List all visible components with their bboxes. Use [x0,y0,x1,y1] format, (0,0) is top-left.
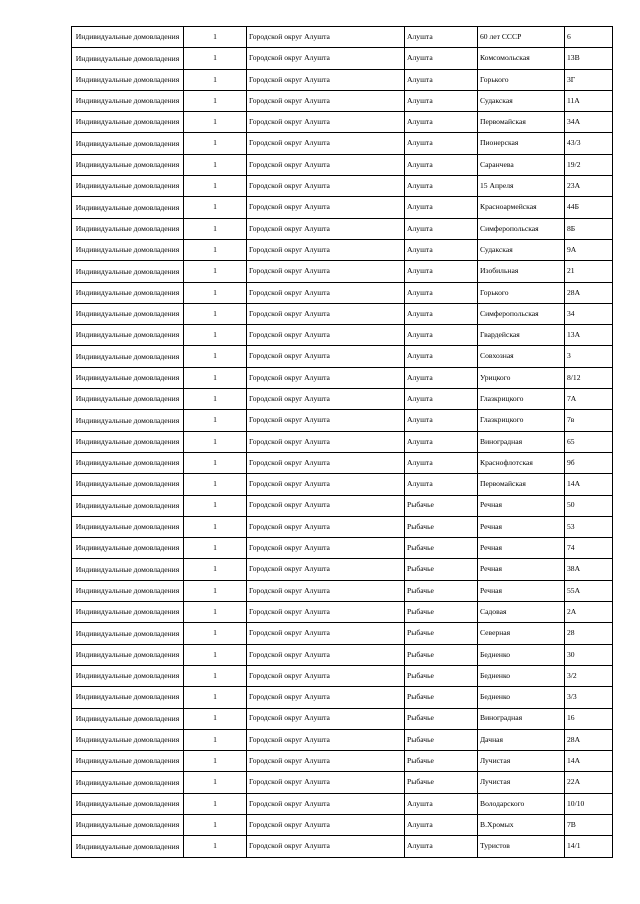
object-type-cell: Индивидуальные домовладения [72,516,184,537]
settlement-cell: Рыбачье [405,644,478,665]
count-cell: 1 [184,538,247,559]
municipality-cell: Городской округ Алушта [247,644,405,665]
municipality-cell: Городской округ Алушта [247,133,405,154]
object-type-cell: Индивидуальные домовладения [72,836,184,857]
object-type-cell: Индивидуальные домовладения [72,218,184,239]
table-row [72,346,613,367]
object-type-cell: Индивидуальные домовладения [72,495,184,516]
object-type-cell: Индивидуальные домовладения [72,538,184,559]
address-table [71,26,613,858]
object-type-cell: Индивидуальные домовладения [72,90,184,111]
settlement-cell: Алушта [405,325,478,346]
count-cell: 1 [184,261,247,282]
table-row [72,27,613,48]
settlement-cell: Алушта [405,431,478,452]
count-cell: 1 [184,218,247,239]
count-cell: 1 [184,346,247,367]
count-cell: 1 [184,133,247,154]
table-row [72,495,613,516]
count-cell: 1 [184,665,247,686]
table-row [72,48,613,69]
table-row [72,644,613,665]
object-type-cell: Индивидуальные домовладения [72,708,184,729]
house-number-cell: 28А [565,729,613,750]
municipality-cell: Городской округ Алушта [247,538,405,559]
municipality-cell: Городской округ Алушта [247,495,405,516]
municipality-cell: Городской округ Алушта [247,580,405,601]
house-number-cell: 9б [565,452,613,473]
settlement-cell: Алушта [405,261,478,282]
table-row [72,90,613,111]
street-cell: Первомайская [478,474,565,495]
object-type-cell: Индивидуальные домовладения [72,729,184,750]
municipality-cell: Городской округ Алушта [247,303,405,324]
municipality-cell: Городской округ Алушта [247,69,405,90]
street-cell: Глазкрицкого [478,410,565,431]
house-number-cell: 2А [565,602,613,623]
street-cell: Симферопольская [478,303,565,324]
house-number-cell: 34А [565,112,613,133]
settlement-cell: Алушта [405,346,478,367]
document-page [71,26,612,858]
count-cell: 1 [184,559,247,580]
table-row [72,751,613,772]
house-number-cell: 44Б [565,197,613,218]
count-cell: 1 [184,623,247,644]
settlement-cell: Рыбачье [405,602,478,623]
count-cell: 1 [184,325,247,346]
object-type-cell: Индивидуальные домовладения [72,580,184,601]
table-row [72,389,613,410]
object-type-cell: Индивидуальные домовладения [72,346,184,367]
street-cell: Урицкого [478,367,565,388]
house-number-cell: 13А [565,325,613,346]
municipality-cell: Городской округ Алушта [247,176,405,197]
street-cell: Бедненко [478,687,565,708]
municipality-cell: Городской округ Алушта [247,687,405,708]
object-type-cell: Индивидуальные домовладения [72,687,184,708]
address-table-body [72,27,613,858]
count-cell: 1 [184,239,247,260]
house-number-cell: 16 [565,708,613,729]
municipality-cell: Городской округ Алушта [247,452,405,473]
street-cell: Первомайская [478,112,565,133]
street-cell: Туристов [478,836,565,857]
table-row [72,452,613,473]
street-cell: Пионерская [478,133,565,154]
street-cell: Саранчева [478,154,565,175]
count-cell: 1 [184,303,247,324]
house-number-cell: 30 [565,644,613,665]
table-row [72,197,613,218]
house-number-cell: 28А [565,282,613,303]
table-row [72,218,613,239]
house-number-cell: 55А [565,580,613,601]
count-cell: 1 [184,389,247,410]
street-cell: Лучистая [478,772,565,793]
settlement-cell: Алушта [405,303,478,324]
street-cell: Дачная [478,729,565,750]
object-type-cell: Индивидуальные домовладения [72,261,184,282]
street-cell: Виноградная [478,431,565,452]
settlement-cell: Алушта [405,367,478,388]
street-cell: Совхозная [478,346,565,367]
house-number-cell: 53 [565,516,613,537]
house-number-cell: 9А [565,239,613,260]
table-row [72,261,613,282]
count-cell: 1 [184,27,247,48]
street-cell: Гвардейская [478,325,565,346]
object-type-cell: Индивидуальные домовладения [72,665,184,686]
count-cell: 1 [184,431,247,452]
house-number-cell: 23А [565,176,613,197]
street-cell: Горького [478,282,565,303]
house-number-cell: 34 [565,303,613,324]
house-number-cell: 3 [565,346,613,367]
street-cell: Судакская [478,239,565,260]
settlement-cell: Рыбачье [405,687,478,708]
count-cell: 1 [184,367,247,388]
street-cell: Симферопольская [478,218,565,239]
object-type-cell: Индивидуальные домовладения [72,559,184,580]
table-row [72,559,613,580]
municipality-cell: Городской округ Алушта [247,793,405,814]
house-number-cell: 50 [565,495,613,516]
house-number-cell: 8/12 [565,367,613,388]
house-number-cell: 21 [565,261,613,282]
street-cell: Володарского [478,793,565,814]
count-cell: 1 [184,772,247,793]
table-row [72,602,613,623]
table-row [72,708,613,729]
settlement-cell: Алушта [405,112,478,133]
object-type-cell: Индивидуальные домовладения [72,282,184,303]
municipality-cell: Городской округ Алушта [247,623,405,644]
settlement-cell: Рыбачье [405,665,478,686]
count-cell: 1 [184,154,247,175]
table-row [72,154,613,175]
street-cell: Садовая [478,602,565,623]
table-row [72,282,613,303]
table-row [72,772,613,793]
object-type-cell: Индивидуальные домовладения [72,623,184,644]
house-number-cell: 11А [565,90,613,111]
settlement-cell: Рыбачье [405,751,478,772]
count-cell: 1 [184,495,247,516]
object-type-cell: Индивидуальные домовладения [72,303,184,324]
house-number-cell: 14А [565,751,613,772]
count-cell: 1 [184,751,247,772]
count-cell: 1 [184,687,247,708]
municipality-cell: Городской округ Алушта [247,90,405,111]
municipality-cell: Городской округ Алушта [247,516,405,537]
table-row [72,580,613,601]
street-cell: Глазкрицкого [478,389,565,410]
table-row [72,793,613,814]
municipality-cell: Городской округ Алушта [247,751,405,772]
count-cell: 1 [184,410,247,431]
settlement-cell: Алушта [405,27,478,48]
settlement-cell: Рыбачье [405,516,478,537]
object-type-cell: Индивидуальные домовладения [72,367,184,388]
house-number-cell: 7А [565,389,613,410]
house-number-cell: 3/2 [565,665,613,686]
municipality-cell: Городской округ Алушта [247,346,405,367]
municipality-cell: Городской округ Алушта [247,197,405,218]
count-cell: 1 [184,836,247,857]
municipality-cell: Городской округ Алушта [247,410,405,431]
object-type-cell: Индивидуальные домовладения [72,389,184,410]
object-type-cell: Индивидуальные домовладения [72,197,184,218]
house-number-cell: 6 [565,27,613,48]
street-cell: Бедненко [478,665,565,686]
table-row [72,325,613,346]
object-type-cell: Индивидуальные домовладения [72,325,184,346]
street-cell: Речная [478,538,565,559]
table-row [72,239,613,260]
street-cell: Речная [478,580,565,601]
street-cell: Речная [478,559,565,580]
settlement-cell: Алушта [405,452,478,473]
object-type-cell: Индивидуальные домовладения [72,69,184,90]
object-type-cell: Индивидуальные домовладения [72,751,184,772]
street-cell: Горького [478,69,565,90]
municipality-cell: Городской округ Алушта [247,814,405,835]
street-cell: Комсомольская [478,48,565,69]
table-row [72,836,613,857]
settlement-cell: Алушта [405,814,478,835]
count-cell: 1 [184,644,247,665]
count-cell: 1 [184,580,247,601]
table-row [72,367,613,388]
street-cell: Речная [478,516,565,537]
table-row [72,687,613,708]
table-row [72,410,613,431]
count-cell: 1 [184,516,247,537]
street-cell: Судакская [478,90,565,111]
object-type-cell: Индивидуальные домовладения [72,602,184,623]
object-type-cell: Индивидуальные домовладения [72,793,184,814]
street-cell: Бедненко [478,644,565,665]
object-type-cell: Индивидуальные домовладения [72,48,184,69]
house-number-cell: 7в [565,410,613,431]
settlement-cell: Алушта [405,69,478,90]
street-cell: Краснофлотская [478,452,565,473]
street-cell: В.Хромых [478,814,565,835]
street-cell: Красноармейская [478,197,565,218]
house-number-cell: 8Б [565,218,613,239]
object-type-cell: Индивидуальные домовладения [72,239,184,260]
municipality-cell: Городской округ Алушта [247,836,405,857]
house-number-cell: 65 [565,431,613,452]
settlement-cell: Рыбачье [405,708,478,729]
settlement-cell: Алушта [405,133,478,154]
house-number-cell: 14А [565,474,613,495]
settlement-cell: Рыбачье [405,623,478,644]
settlement-cell: Алушта [405,239,478,260]
object-type-cell: Индивидуальные домовладения [72,772,184,793]
house-number-cell: 74 [565,538,613,559]
house-number-cell: 43/3 [565,133,613,154]
count-cell: 1 [184,197,247,218]
house-number-cell: 13В [565,48,613,69]
municipality-cell: Городской округ Алушта [247,559,405,580]
table-row [72,112,613,133]
object-type-cell: Индивидуальные домовладения [72,474,184,495]
count-cell: 1 [184,112,247,133]
municipality-cell: Городской округ Алушта [247,665,405,686]
count-cell: 1 [184,708,247,729]
object-type-cell: Индивидуальные домовладения [72,452,184,473]
municipality-cell: Городской округ Алушта [247,282,405,303]
object-type-cell: Индивидуальные домовладения [72,112,184,133]
house-number-cell: 22А [565,772,613,793]
table-row [72,303,613,324]
count-cell: 1 [184,452,247,473]
municipality-cell: Городской округ Алушта [247,48,405,69]
house-number-cell: 38А [565,559,613,580]
municipality-cell: Городской округ Алушта [247,474,405,495]
table-row [72,814,613,835]
municipality-cell: Городской округ Алушта [247,154,405,175]
settlement-cell: Алушта [405,389,478,410]
municipality-cell: Городской округ Алушта [247,772,405,793]
table-row [72,538,613,559]
street-cell: 15 Апреля [478,176,565,197]
count-cell: 1 [184,814,247,835]
table-row [72,176,613,197]
settlement-cell: Алушта [405,218,478,239]
street-cell: Северная [478,623,565,644]
table-row [72,516,613,537]
count-cell: 1 [184,602,247,623]
settlement-cell: Рыбачье [405,772,478,793]
settlement-cell: Алушта [405,410,478,431]
count-cell: 1 [184,793,247,814]
object-type-cell: Индивидуальные домовладения [72,176,184,197]
object-type-cell: Индивидуальные домовладения [72,814,184,835]
object-type-cell: Индивидуальные домовладения [72,431,184,452]
table-row [72,474,613,495]
municipality-cell: Городской округ Алушта [247,112,405,133]
settlement-cell: Алушта [405,197,478,218]
settlement-cell: Алушта [405,282,478,303]
settlement-cell: Алушта [405,90,478,111]
municipality-cell: Городской округ Алушта [247,729,405,750]
street-cell: Речная [478,495,565,516]
settlement-cell: Рыбачье [405,729,478,750]
settlement-cell: Алушта [405,793,478,814]
table-row [72,623,613,644]
table-row [72,133,613,154]
municipality-cell: Городской округ Алушта [247,261,405,282]
street-cell: 60 лет СССР [478,27,565,48]
house-number-cell: 28 [565,623,613,644]
object-type-cell: Индивидуальные домовладения [72,154,184,175]
settlement-cell: Алушта [405,836,478,857]
settlement-cell: Алушта [405,474,478,495]
object-type-cell: Индивидуальные домовладения [72,644,184,665]
settlement-cell: Алушта [405,154,478,175]
table-row [72,69,613,90]
table-row [72,665,613,686]
object-type-cell: Индивидуальные домовладения [72,133,184,154]
settlement-cell: Алушта [405,176,478,197]
count-cell: 1 [184,282,247,303]
table-row [72,729,613,750]
municipality-cell: Городской округ Алушта [247,708,405,729]
settlement-cell: Рыбачье [405,538,478,559]
object-type-cell: Индивидуальные домовладения [72,27,184,48]
house-number-cell: 14/1 [565,836,613,857]
settlement-cell: Рыбачье [405,495,478,516]
house-number-cell: 10/10 [565,793,613,814]
settlement-cell: Рыбачье [405,580,478,601]
object-type-cell: Индивидуальные домовладения [72,410,184,431]
municipality-cell: Городской округ Алушта [247,325,405,346]
municipality-cell: Городской округ Алушта [247,602,405,623]
municipality-cell: Городской округ Алушта [247,239,405,260]
street-cell: Изобильная [478,261,565,282]
count-cell: 1 [184,729,247,750]
street-cell: Виноградная [478,708,565,729]
count-cell: 1 [184,176,247,197]
municipality-cell: Городской округ Алушта [247,218,405,239]
house-number-cell: 3Г [565,69,613,90]
settlement-cell: Рыбачье [405,559,478,580]
settlement-cell: Алушта [405,48,478,69]
street-cell: Лучистая [478,751,565,772]
house-number-cell: 19/2 [565,154,613,175]
municipality-cell: Городской округ Алушта [247,389,405,410]
count-cell: 1 [184,69,247,90]
table-row [72,431,613,452]
municipality-cell: Городской округ Алушта [247,367,405,388]
municipality-cell: Городской округ Алушта [247,27,405,48]
municipality-cell: Городской округ Алушта [247,431,405,452]
house-number-cell: 3/3 [565,687,613,708]
count-cell: 1 [184,90,247,111]
count-cell: 1 [184,474,247,495]
count-cell: 1 [184,48,247,69]
house-number-cell: 7В [565,814,613,835]
